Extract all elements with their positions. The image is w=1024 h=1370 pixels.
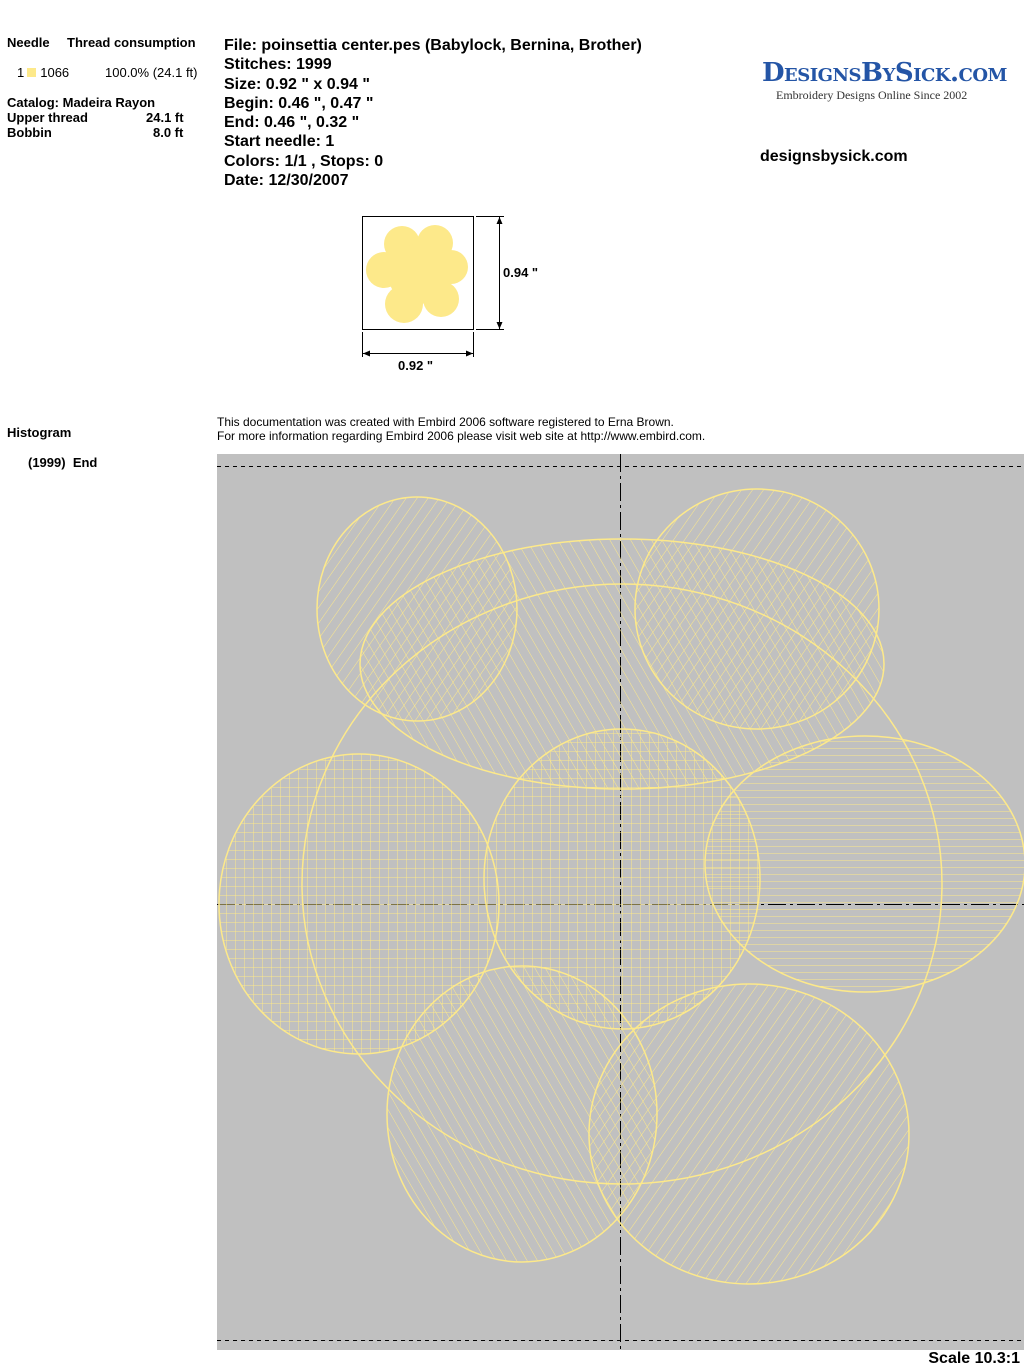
petal-bottom-right — [589, 984, 909, 1284]
software-note-2: For more information regarding Embird 2006 please visit web site at http://www.embird.com. — [217, 429, 706, 443]
bobbin-value: 8.0 ft — [153, 125, 184, 140]
stitch-count: Stitches: 1999 — [224, 56, 332, 74]
needle-row — [17, 65, 69, 80]
end-point: End: 0.46 ", 0.32 " — [224, 114, 360, 132]
design-size: Size: 0.92 " x 0.94 " — [224, 75, 370, 93]
thumbnail-height-label: 0.94 " — [503, 265, 539, 280]
software-note-1: This documentation was created with Embird 2006 software registered to Erna Brown. — [217, 415, 674, 429]
upper-thread-label: Upper thread — [7, 110, 88, 125]
flower-stitches — [219, 489, 1024, 1284]
catalog-label: Catalog: Madeira Rayon — [7, 95, 156, 110]
colors-stops: Colors: 1/1 , Stops: 0 — [224, 152, 384, 170]
histogram-title: Histogram — [7, 425, 72, 440]
design-info — [224, 36, 642, 190]
thread-consumption-value: 100.0% (24.1 ft) — [105, 65, 198, 80]
histogram-entry — [28, 455, 97, 470]
brand-site: designsbysick.com — [760, 148, 908, 165]
begin-point: Begin: 0.46 ", 0.47 " — [224, 94, 374, 112]
needle-number: 1 — [17, 65, 25, 80]
start-needle: Start needle: 1 — [224, 133, 335, 151]
preview-scale: Scale 10.3:1 — [928, 1350, 1020, 1367]
brand-logo: DesignsBySick.com — [762, 58, 1007, 88]
upper-thread-value: 24.1 ft — [146, 110, 184, 125]
histogram-label: End — [72, 455, 98, 470]
file-name: File: poinsettia center.pes (Babylock, Bernina, Brother) — [224, 37, 642, 54]
stitch-preview — [217, 454, 1024, 1350]
design-date: Date: 12/30/2007 — [224, 172, 349, 190]
brand-tagline: Embroidery Designs Online Since 2002 — [776, 88, 968, 102]
thread-color-swatch — [27, 68, 36, 77]
needle-header: Needle — [7, 35, 50, 50]
histogram-count: (1999) — [28, 455, 66, 470]
bobbin-label: Bobbin — [7, 125, 52, 140]
stitch-preview-canvas — [217, 454, 1024, 1350]
thumbnail-width-label: 0.92 " — [398, 358, 434, 373]
thread-code: 1066 — [40, 65, 70, 80]
design-thumbnail — [355, 210, 555, 380]
thread-consumption-header: Thread consumption — [67, 35, 196, 50]
